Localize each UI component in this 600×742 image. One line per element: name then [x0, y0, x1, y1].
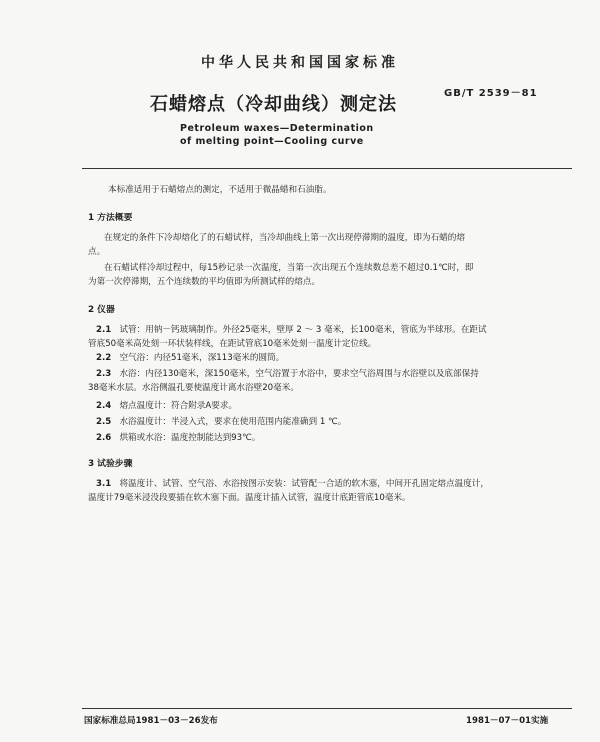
- title-en-line2: of melting point—Cooling curve: [180, 136, 364, 147]
- section-2-heading: 2 仪器: [88, 305, 115, 315]
- clause-number: 3.1: [96, 479, 112, 489]
- header-divider: [82, 168, 572, 169]
- standard-number: GB/T 2539－81: [444, 88, 538, 99]
- section-1-para1-line1: 在规定的条件下冷却熔化了的石蜡试样，当冷却曲线上第一次出现停滞期的温度，即为石蜡的熔: [104, 233, 465, 243]
- footer-divider: [82, 708, 572, 709]
- section-3-heading: 3 试验步骤: [88, 459, 133, 469]
- clause-number: 2.5: [96, 417, 112, 427]
- clause-2-3: [96, 368, 479, 381]
- clause-number: 2.2: [96, 353, 112, 363]
- title-en-line1: Petroleum waxes—Determination: [180, 123, 374, 134]
- clause-text: 熔点温度计：符合附录A要求。: [119, 401, 238, 411]
- section-1-para1-line2: 点。: [88, 247, 106, 257]
- section-1-heading: 1 方法概要: [88, 213, 133, 223]
- clause-text: 水浴：内径130毫米，深150毫米，空气浴置于水浴中，要求空气浴周围与水浴壁以及底部保持: [119, 369, 479, 379]
- clause-text: 试管：用钠－钙玻璃制作。外径25毫米，壁厚 2 ～ 3 毫米，长100毫米，管底为半球形。在距试: [119, 325, 487, 335]
- clause-text: 水浴温度计：半浸入式，要求在使用范围内能准确到 1 ℃。: [119, 417, 347, 427]
- clause-2-5: [96, 416, 346, 429]
- clause-2-1-line2: 管底50毫米高处刻一环状装样线，在距试管底10毫米处刻一温度计定位线。: [88, 339, 377, 349]
- section-1-para2-line2: 为第一次停滞期，五个连续数的平均值即为所测试样的熔点。: [88, 277, 321, 287]
- clause-2-1: [96, 324, 487, 337]
- scope-paragraph: 本标准适用于石蜡熔点的测定，不适用于微晶蜡和石油脂。: [108, 185, 332, 195]
- clause-3-1: [96, 478, 489, 491]
- clause-2-6: [96, 432, 260, 445]
- clause-text: 空气浴：内径51毫米，深113毫米的圆筒。: [119, 353, 285, 363]
- document-title-cn: 石蜡熔点（冷却曲线）测定法: [150, 94, 397, 115]
- clause-number: 2.4: [96, 401, 112, 411]
- clause-2-4: [96, 400, 237, 413]
- issue-date: 国家标准总局1981－03－26发布: [84, 716, 218, 726]
- clause-number: 2.1: [96, 325, 112, 335]
- effective-date: 1981－07－01实施: [466, 716, 549, 726]
- section-1-para2-line1: 在石蜡试样冷却过程中，每15秒记录一次温度，当第一次出现五个连续数总差不超过0.1℃时，即: [104, 263, 474, 273]
- clause-text: 烘箱或水浴：温度控制能达到93℃。: [119, 433, 261, 443]
- clause-2-2: [96, 352, 284, 365]
- standard-header: 中华人民共和国国家标准: [201, 55, 399, 71]
- clause-number: 2.3: [96, 369, 112, 379]
- clause-number: 2.6: [96, 433, 112, 443]
- clause-2-3-line2: 38毫米水层。水浴侧温孔要使温度计离水浴壁20毫米。: [88, 383, 299, 393]
- document-title-en: [180, 122, 440, 148]
- clause-3-1-line2: 温度计79毫米浸没段要插在软木塞下面。温度计插入试管，温度计底距管底10毫米。: [88, 493, 411, 503]
- clause-text: 将温度计、试管、空气浴、水浴按图示安装：试管配一合适的软木塞，中间开孔固定熔点温度计，: [119, 479, 489, 489]
